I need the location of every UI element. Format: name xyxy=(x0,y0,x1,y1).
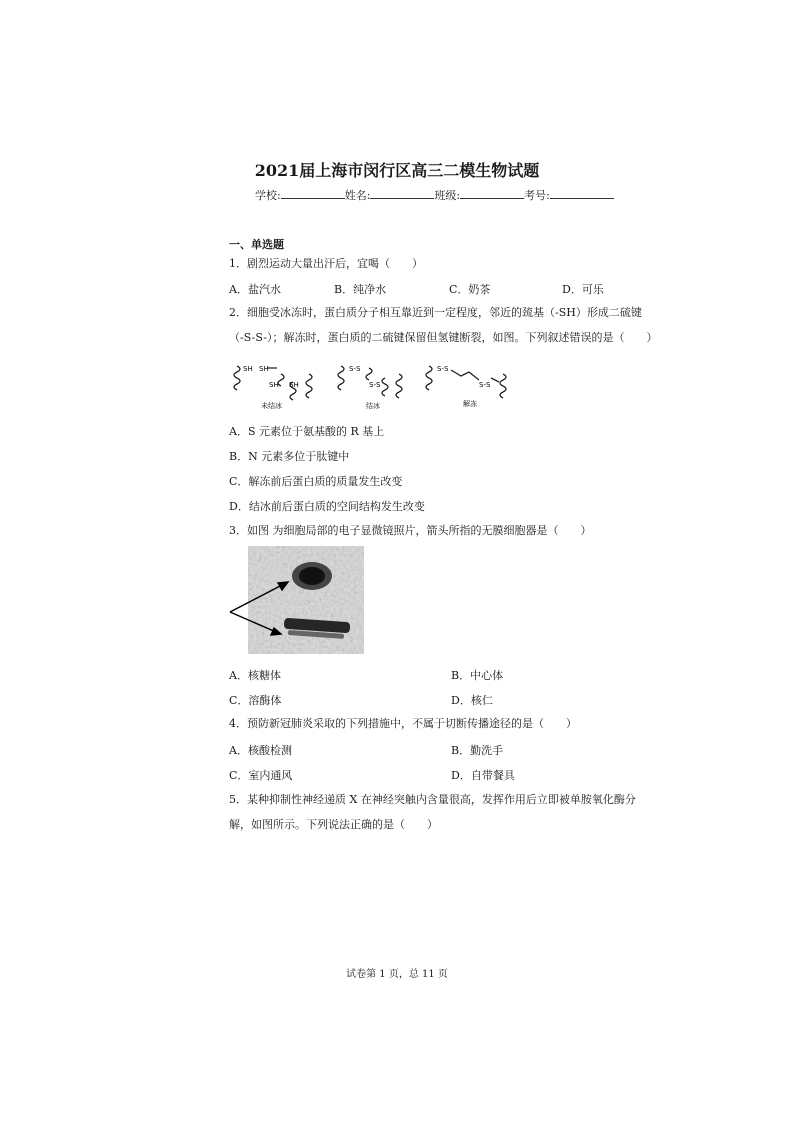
ss-label-4: S-S xyxy=(479,381,491,389)
page-footer: 试卷第 1 页，总 11 页 xyxy=(346,969,448,980)
q2-option-c[interactable]: C．解冻前后蛋白质的质量发生改变 xyxy=(229,475,403,488)
section-heading: 一、单选题 xyxy=(229,238,284,251)
page-title: 2021届上海市闵行区高三二模生物试题 xyxy=(254,161,540,180)
sh-label-4: SH xyxy=(289,381,299,389)
ss-label-2: S-S xyxy=(369,381,381,389)
student-info-line xyxy=(255,187,614,203)
protein-disulfide-figure xyxy=(229,360,529,412)
number-field[interactable] xyxy=(550,188,614,199)
q1-option-b[interactable]: B．纯净水 xyxy=(334,283,387,296)
question-3-text: 3．如图 为细胞局部的电子显微镜照片，箭头所指的无膜细胞器是（ ） xyxy=(229,524,592,537)
question-4-text: 4．预防新冠肺炎采取的下列措施中，不属于切断传播途径的是（ ） xyxy=(229,717,577,730)
ss-label-1: S-S xyxy=(349,365,361,373)
q1-option-c[interactable]: C．奶茶 xyxy=(449,283,491,296)
state-thawed-label: 解冻 xyxy=(463,400,477,408)
q2-option-b[interactable]: B．N 元素多位于肽键中 xyxy=(229,450,350,463)
number-label: 考号: xyxy=(524,189,550,202)
school-label: 学校: xyxy=(255,189,281,202)
question-5-line-1: 5．某种抑制性神经递质 X 在神经突触内含量很高，发挥作用后立即被单胺氧化酶分 xyxy=(229,793,636,806)
name-label: 姓名: xyxy=(344,189,371,202)
sh-label-2: SH xyxy=(259,365,269,373)
question-5-line-2: 解，如图所示。下列说法正确的是（ ） xyxy=(229,818,438,831)
school-field[interactable] xyxy=(281,188,345,199)
q2-option-a[interactable]: A．S 元素位于氨基酸的 R 基上 xyxy=(229,425,385,438)
q4-option-a[interactable]: A．核酸检测 xyxy=(229,744,292,757)
class-label: 班级: xyxy=(434,189,461,202)
q3-option-b[interactable]: B．中心体 xyxy=(451,669,504,682)
q3-option-d[interactable]: D．核仁 xyxy=(451,694,493,707)
q1-option-d[interactable]: D．可乐 xyxy=(562,283,604,296)
q3-option-a[interactable]: A．核糖体 xyxy=(229,669,281,682)
q3-option-c[interactable]: C．溶酶体 xyxy=(229,694,282,707)
state-unfrozen-label: 未结冰 xyxy=(261,402,282,410)
q2-option-d[interactable]: D．结冰前后蛋白质的空间结构发生改变 xyxy=(229,500,425,513)
class-field[interactable] xyxy=(460,188,524,199)
sh-label-1: SH xyxy=(243,365,253,373)
q4-option-b[interactable]: B．勤洗手 xyxy=(451,744,504,757)
ss-label-3: S-S xyxy=(437,365,449,373)
name-field[interactable] xyxy=(370,188,434,199)
sh-label-3: SH xyxy=(269,381,279,389)
question-2-line-2: （-S-S-）；解冻时，蛋白质的二硫键保留但氢键断裂，如图。下列叙述错误的是（ ） xyxy=(229,331,658,344)
q1-option-a[interactable]: A．盐汽水 xyxy=(229,283,281,296)
question-1-text: 1．剧烈运动大量出汗后，宜喝（ ） xyxy=(229,257,423,270)
state-frozen-label: 结冰 xyxy=(366,402,380,410)
q4-option-d[interactable]: D．自带餐具 xyxy=(451,769,515,782)
question-2-line-1: 2．细胞受冰冻时，蛋白质分子相互靠近到一定程度，邻近的巯基（-SH）形成二硫键 xyxy=(229,306,642,319)
em-micrograph-figure xyxy=(228,546,368,658)
q4-option-c[interactable]: C．室内通风 xyxy=(229,769,293,782)
